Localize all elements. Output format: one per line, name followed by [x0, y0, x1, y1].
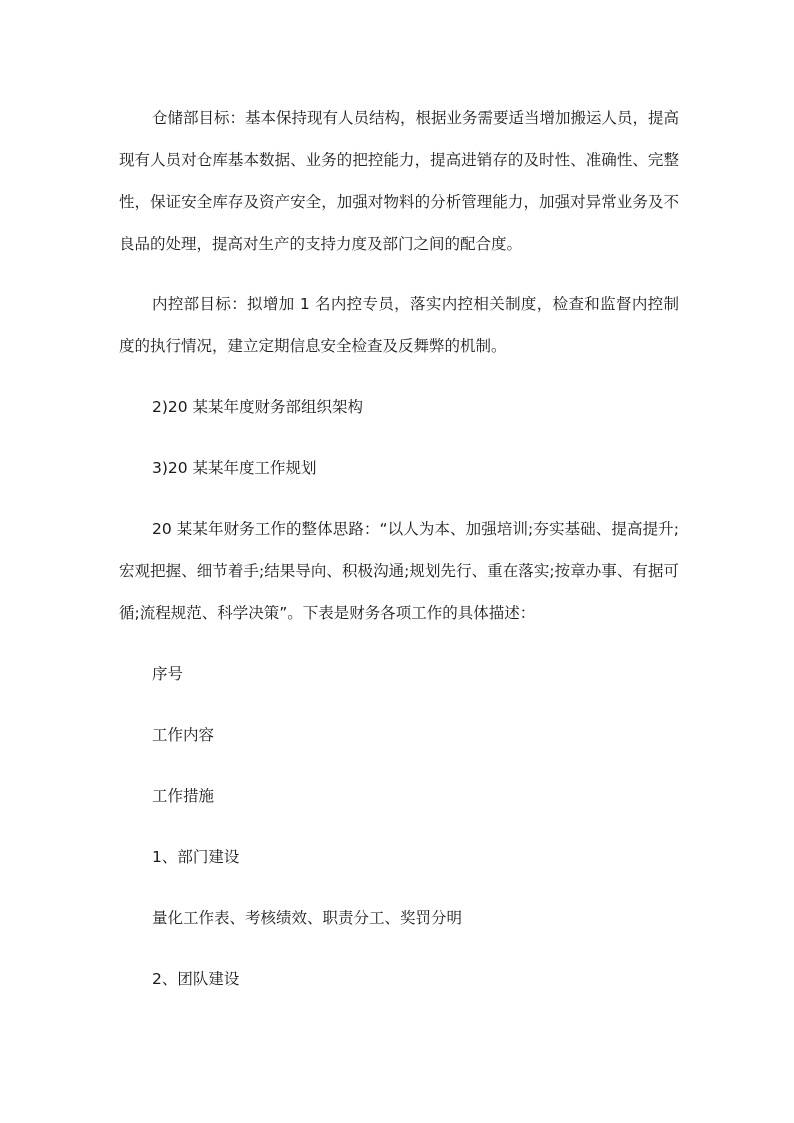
paragraph-internal-control-goals: 内控部目标：拟增加 1 名内控专员，落实内控相关制度，检查和监督内控制度的执行情况，建立定期信息安全检查及反舞弊的机制。: [119, 295, 679, 355]
table-row-dept-building-measures: 量化工作表、考核绩效、职责分工、奖罚分明: [152, 909, 463, 927]
heading-work-plan: 3)20 某某年度工作规划: [152, 459, 317, 477]
paragraph-warehouse-goals: 仓储部目标：基本保持现有人员结构，根据业务需要适当增加搬运人员，提高现有人员对仓库基本数据、业务的把控能力，提高进销存的及时性、准确性、完整性，保证安全库存及资产安全，加强对物料的分析管理能力，加强对异常业务及不良品的处理，提高对生产的支持力度及部门之间的配合度。: [119, 109, 680, 253]
table-row-dept-building: 1、部门建设: [152, 848, 240, 866]
table-row-team-building: 2、团队建设: [152, 970, 240, 988]
paragraph-overall-approach: 20 某某年财务工作的整体思路：“以人为本、加强培训;夯实基础、提高提升;宏观把握、细节着手;结果导向、积极沟通;规划先行、重在落实;按章办事、有据可循;流程规范、科学决策”。下表是财务各项工作的具体描述：: [119, 520, 679, 622]
table-header-number: 序号: [152, 665, 184, 683]
table-header-content: 工作内容: [152, 726, 215, 744]
heading-org-structure: 2)20 某某年度财务部组织架构: [152, 398, 364, 416]
table-header-measures: 工作措施: [152, 787, 215, 805]
